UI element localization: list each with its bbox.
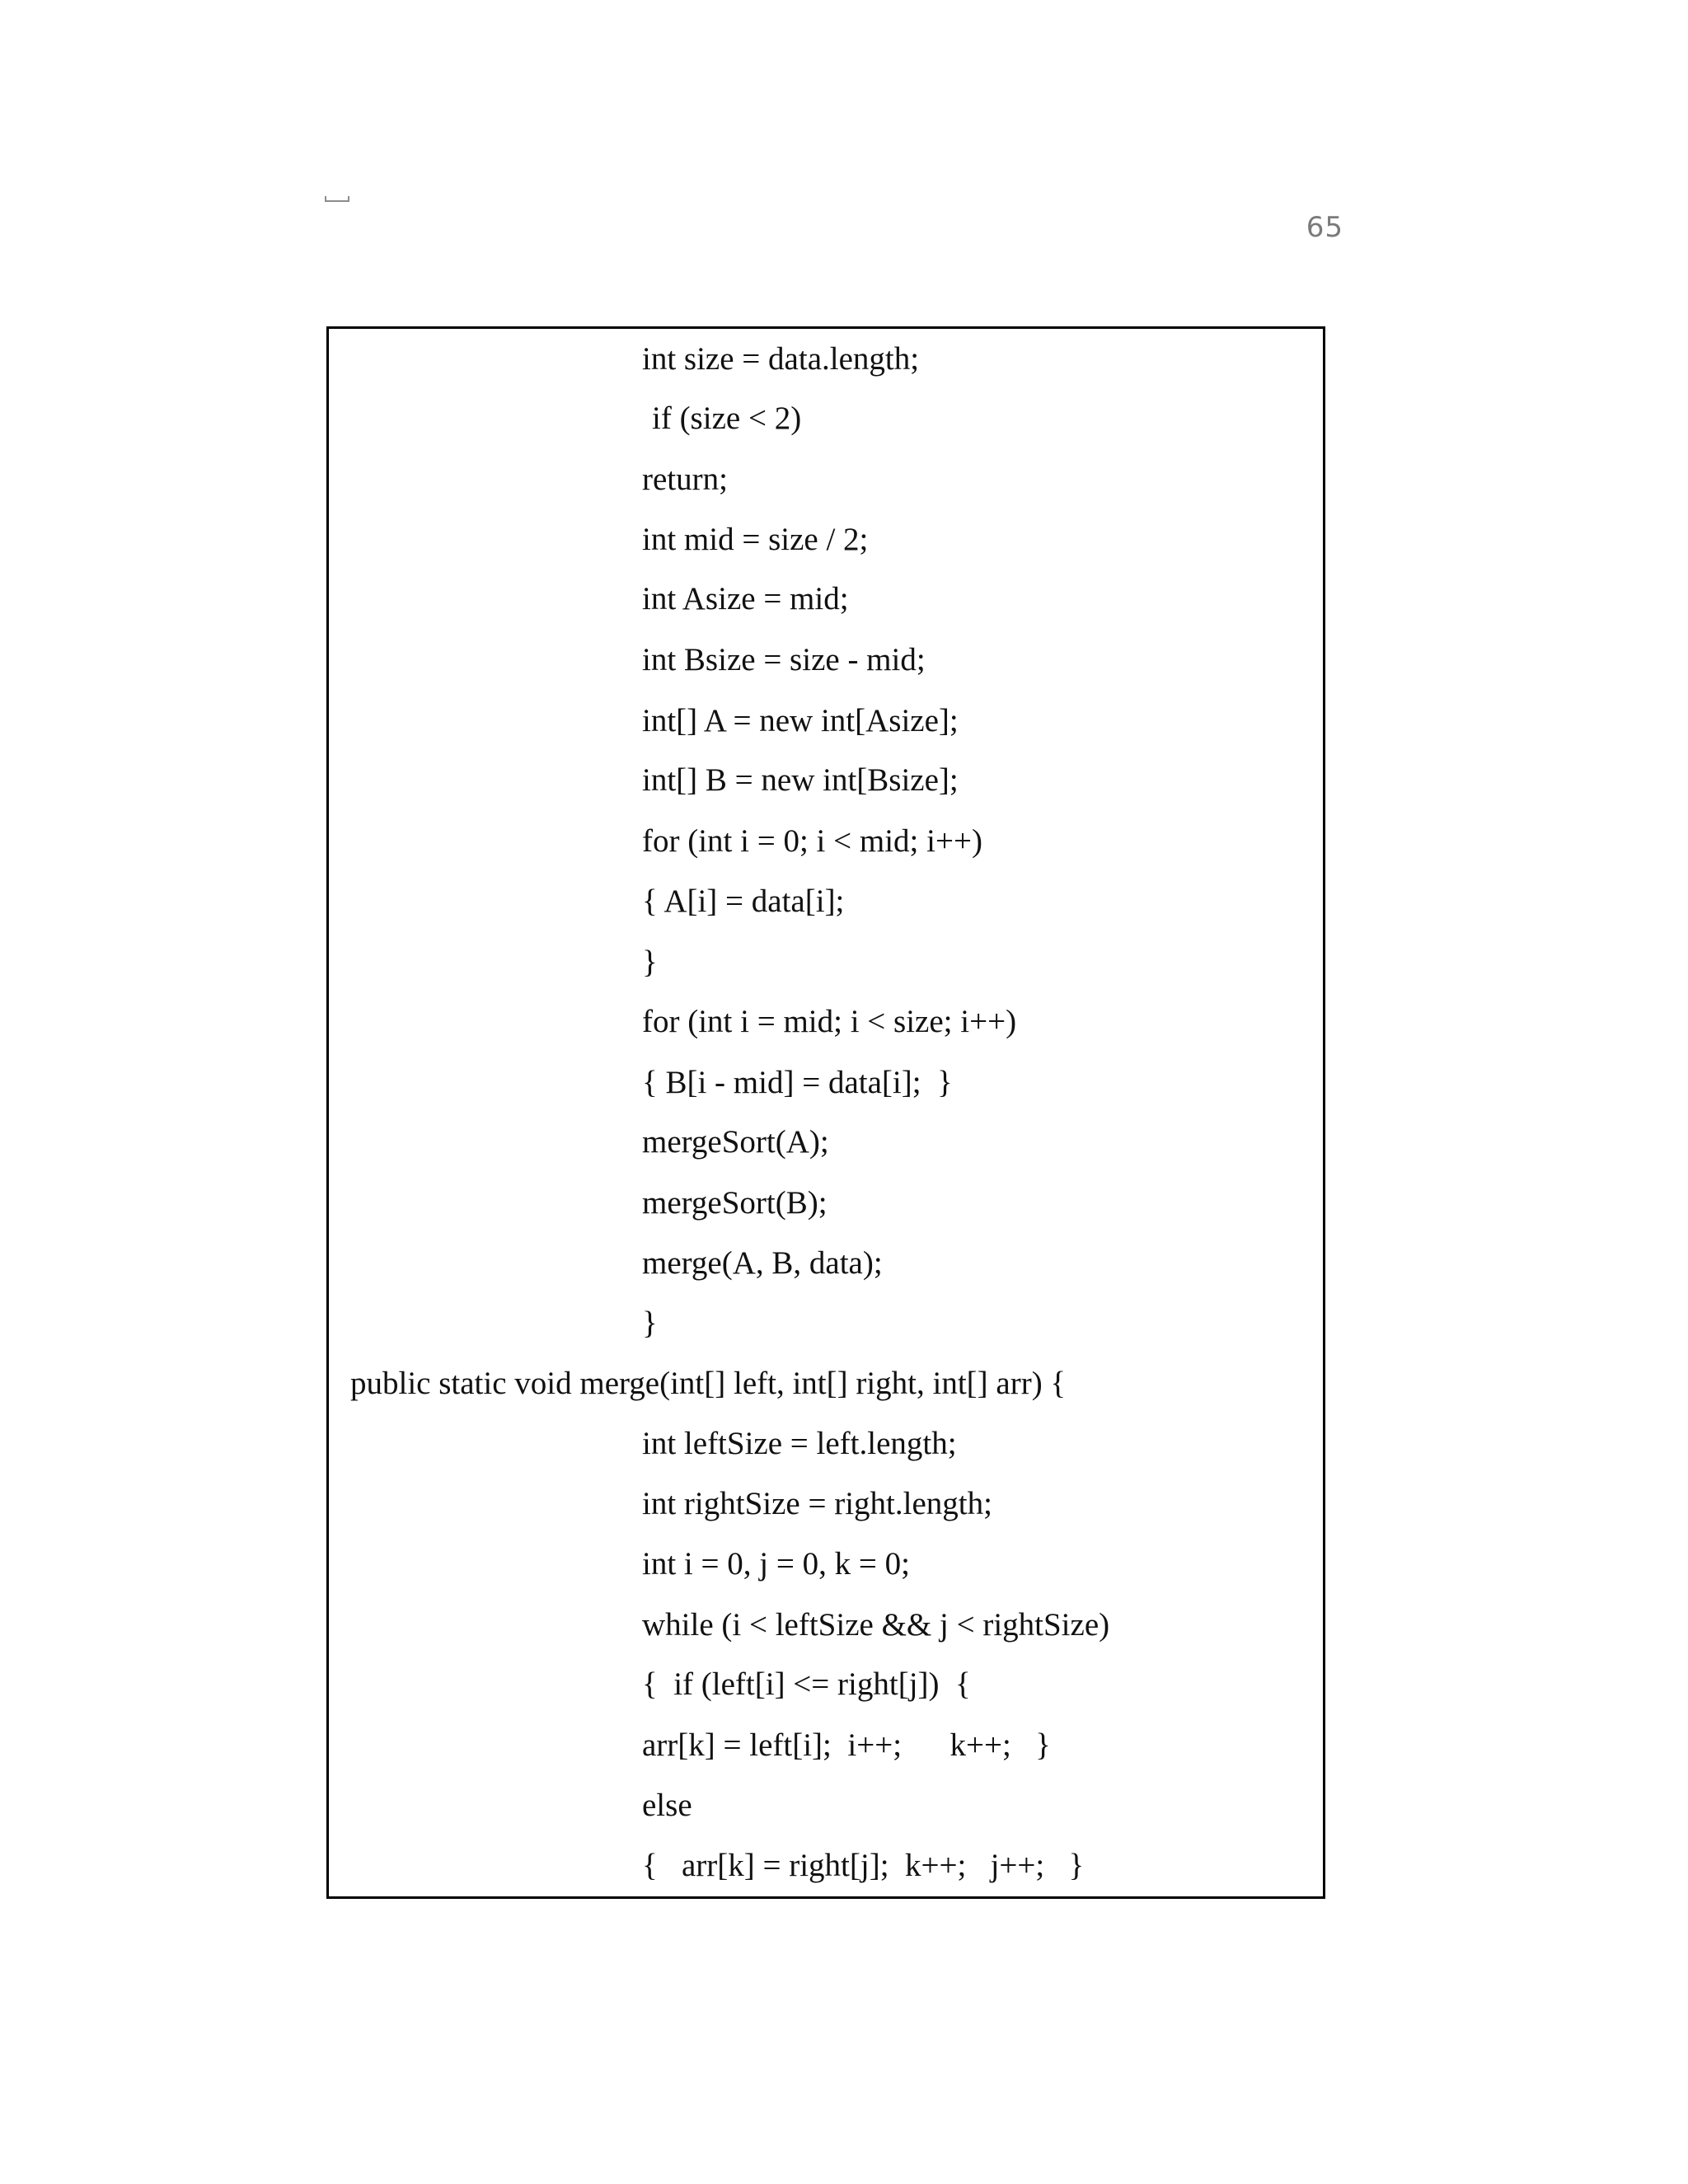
code-line: if (size < 2) — [652, 401, 802, 436]
code-line: int Bsize = size - mid; — [642, 642, 926, 677]
code-line: else — [642, 1788, 692, 1823]
code-line: { B[i - mid] = data[i]; } — [642, 1065, 953, 1100]
header-corner-mark — [325, 196, 349, 202]
code-line: merge(A, B, data); — [642, 1245, 883, 1281]
code-line: } — [642, 944, 658, 980]
code-line: for (int i = 0; i < mid; i++) — [642, 823, 982, 859]
code-line: while (i < leftSize && j < rightSize) — [642, 1607, 1110, 1643]
code-line: int leftSize = left.length; — [642, 1426, 957, 1461]
code-line: { if (left[i] <= right[j]) { — [642, 1666, 971, 1702]
code-line: { arr[k] = right[j]; k++; j++; } — [642, 1848, 1085, 1883]
code-line: int Asize = mid; — [642, 581, 849, 616]
code-line: for (int i = mid; i < size; i++) — [642, 1004, 1017, 1039]
code-line: } — [642, 1305, 658, 1341]
code-line: int rightSize = right.length; — [642, 1486, 992, 1521]
page-number: 65 — [1306, 211, 1343, 244]
code-line: int[] B = new int[Bsize]; — [642, 762, 959, 798]
code-line: mergeSort(B); — [642, 1185, 828, 1221]
code-line: int size = data.length; — [642, 341, 920, 377]
code-line: public static void merge(int[] left, int[] right, int[] arr) { — [350, 1366, 1067, 1401]
code-line: return; — [642, 462, 728, 497]
code-line: arr[k] = left[i]; i++; k++; } — [642, 1727, 1051, 1763]
code-line: { A[i] = data[i]; — [642, 883, 845, 919]
code-line: int mid = size / 2; — [642, 522, 869, 557]
code-line: mergeSort(A); — [642, 1124, 829, 1160]
code-line: int i = 0, j = 0, k = 0; — [642, 1546, 910, 1582]
code-listing-box — [326, 326, 1325, 1899]
code-line: int[] A = new int[Asize]; — [642, 703, 959, 738]
